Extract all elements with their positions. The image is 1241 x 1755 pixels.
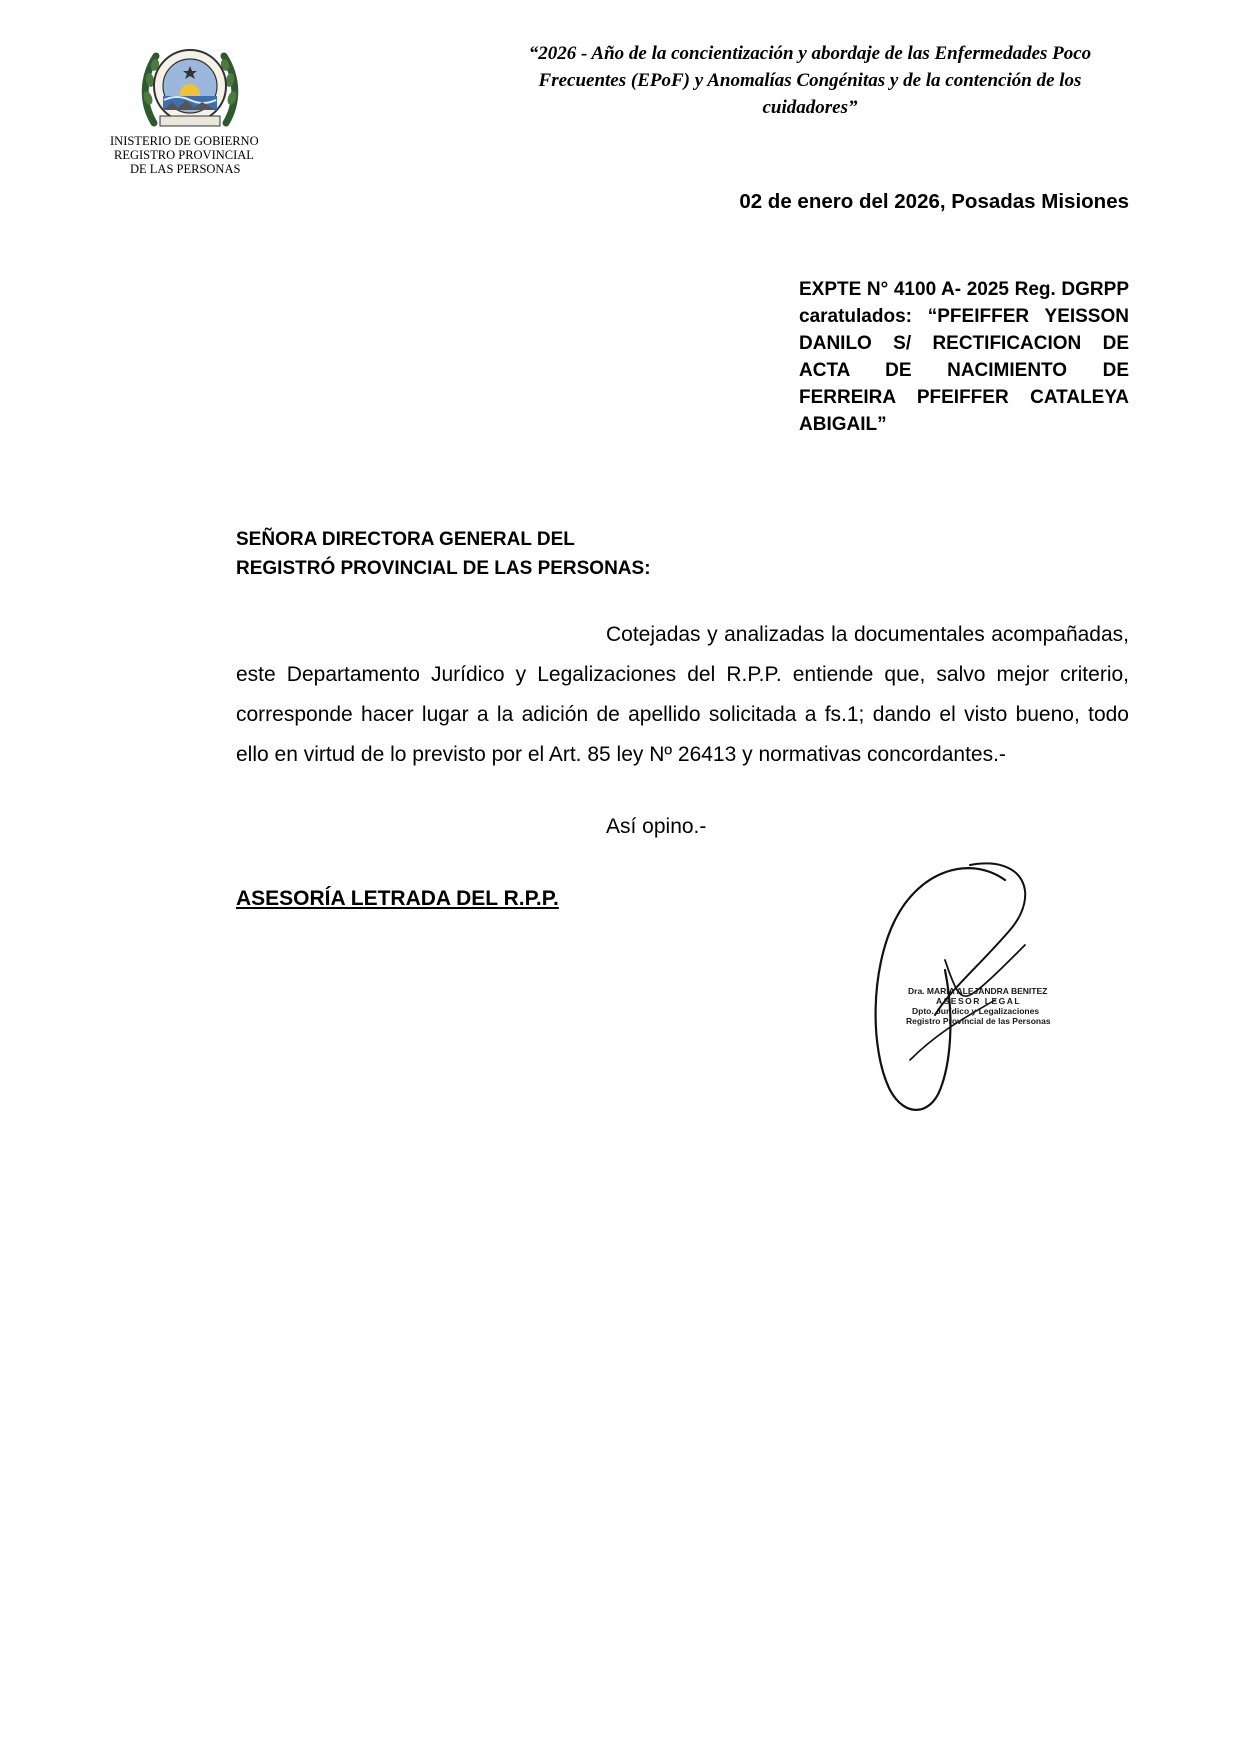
year-motto [480, 40, 1140, 121]
ministry-line: INISTERIO DE GOBIERNO [110, 134, 259, 148]
motto-line: Frecuentes (EPoF) y Anomalías Congénitas y de la contención de los [538, 70, 1082, 91]
motto-line: “2026 - Año de la concientización y abordaje de las Enfermedades Poco [528, 43, 1092, 64]
provincial-seal-icon [140, 38, 240, 130]
addressee-line: SEÑORA DIRECTORA GENERAL DEL [236, 529, 575, 550]
signature-label: ASESORÍA LETRADA DEL R.P.P. [236, 887, 559, 910]
closing-line: Así opino.- [606, 815, 707, 838]
addressee-line: REGISTRÓ PROVINCIAL DE LAS PERSONAS: [236, 558, 651, 579]
stamp-line: Registro Provincial de las Personas [906, 1016, 1051, 1026]
ministry-line: DE LAS PERSONAS [130, 162, 241, 176]
ministry-line: REGISTRO PROVINCIAL [114, 148, 254, 162]
stamp-line: Dpto. Jurídico y Legalizaciones [912, 1006, 1040, 1016]
case-reference: EXPTE N° 4100 A- 2025 Reg. DGRPP caratulados: “PFEIFFER YEISSON DANILO S/ RECTIFICACION DE ACTA DE NACIMIENTO DE FERREIRA PFEIFFER CATALEYA ABIGAIL” [799, 279, 1129, 435]
body-paragraph [236, 615, 1129, 775]
motto-line: cuidadores” [762, 97, 858, 118]
stamp-line: Dra. MARIA ALEJANDRA BENITEZ [908, 986, 1048, 996]
ministry-heading [110, 134, 290, 176]
addressee [236, 525, 651, 583]
date-line: 02 de enero del 2026, Posadas Misiones [739, 190, 1129, 213]
signature-stamp [906, 986, 1051, 1026]
body-text: Cotejadas y analizadas la documentales acompañadas, este Departamento Jurídico y Legalizaciones del R.P.P. entiende que, salvo mejor criterio, corresponde hacer lugar a la adición de apellido solicitada a fs.1; dando el visto bueno, todo ello en virtud de lo previsto por el Art. 85 ley Nº 26413 y normativas concordantes.- [236, 623, 1129, 766]
stamp-line: ASESOR LEGAL [936, 996, 1022, 1006]
